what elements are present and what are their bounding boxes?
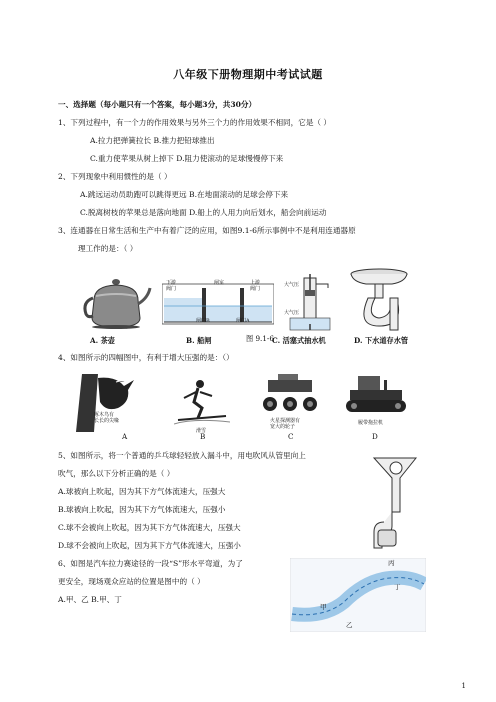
q3-stem: 3、连通器在日常生活和生产中有着广泛的应用，如图9.1-6所示事例中不是利用连通器原 bbox=[58, 226, 356, 235]
pump-label-pressure-1: 大气压 bbox=[284, 282, 300, 288]
q4-letter-c: C bbox=[288, 432, 294, 441]
lock-label-chamber: 闸室 bbox=[214, 280, 225, 286]
q5-stem: 5、如图所示，将一个普通的乒乓球轻轻放入漏斗中，用电吹风从管里向上 bbox=[58, 451, 306, 460]
lock-label-gate-a: 闸门A bbox=[236, 318, 250, 324]
q4-letter-b: B bbox=[200, 432, 206, 441]
q1-options-ab: A.拉力把弹簧拉长 B.推力把铅球推出 bbox=[90, 136, 215, 145]
pump-label-pressure-2: 大气压 bbox=[284, 310, 300, 316]
rover-label-1: 火星探测器有 bbox=[270, 418, 301, 424]
lock-label-downstream: 下游 bbox=[166, 280, 177, 286]
q3-caption-a: A. 茶壶 bbox=[90, 336, 115, 345]
page-title: 八年级下册物理期中考试试题 bbox=[173, 68, 323, 81]
q2-stem: 2、下列现象中利用惯性的是（ ） bbox=[58, 172, 172, 181]
tractor-label: 履带拖拉机 bbox=[358, 420, 384, 426]
q1-options-cd: C.重力使苹果从树上掉下 D.阻力使滚动的足球慢慢停下来 bbox=[90, 154, 284, 163]
q4-letter-a: A bbox=[122, 432, 128, 441]
track-label-jia: 甲 bbox=[320, 603, 327, 611]
skier-figure bbox=[174, 378, 230, 426]
q4-stem: 4、如图所示的四幅图中，有利于增大压强的是：（） bbox=[58, 353, 234, 362]
skier-label: 滑雪 bbox=[196, 428, 207, 434]
q4-letter-d: D bbox=[372, 432, 378, 441]
funnel-ball-figure bbox=[372, 452, 422, 550]
teapot-figure bbox=[80, 272, 152, 332]
q6-stem: 6、如图是汽车拉力赛途径的一段“S”形水平弯道，为了 bbox=[58, 559, 243, 568]
section-heading: 一、选择题（每小题只有一个答案，每小题3分，共30分） bbox=[58, 100, 257, 109]
q6-stem-cont: 更安全，现场观众应站的位置是图中的（ ） bbox=[58, 577, 205, 586]
lock-label-valve1: 阀门 bbox=[166, 286, 177, 292]
tractor-figure bbox=[344, 374, 408, 416]
q5-option-a: A.球被向上吹起，因为其下方气体流速大，压强大 bbox=[58, 487, 226, 496]
woodpecker-figure bbox=[76, 372, 146, 434]
q2-options-ab: A.跳远运动员助跑可以跳得更远 B.在地面滚动的足球会停下来 bbox=[80, 190, 289, 199]
s-curve-track-figure bbox=[290, 558, 426, 632]
q5-option-c: C.球不会被向上吹起，因为其下方气体流速大，压强大 bbox=[58, 523, 241, 532]
track-label-ding: 丁 bbox=[394, 583, 401, 591]
lock-label-upstream: 上游 bbox=[250, 280, 261, 286]
q3-caption-d: D. 下水道存水管 bbox=[354, 336, 409, 345]
drain-trap-figure bbox=[346, 268, 412, 332]
q3-figure-label: 图 9.1-6 bbox=[246, 334, 274, 343]
page-number: 1 bbox=[461, 682, 466, 690]
q3-caption-b: B. 船闸 bbox=[186, 336, 212, 345]
lock-label-gate-b: 闸门B bbox=[196, 318, 210, 324]
q3-caption-c: C. 活塞式抽水机 bbox=[272, 336, 326, 345]
q2-options-cd: C.脱离树枝的苹果总是落向地面 D.船上的人用力向后划水，船会向前运动 bbox=[80, 208, 327, 217]
q6-options-ab: A.甲、乙 B.甲、丁 bbox=[58, 595, 122, 604]
track-label-yi: 乙 bbox=[346, 621, 353, 629]
q5-option-d: D.球不会被向上吹起，因为其下方气体流速大，压强小 bbox=[58, 541, 241, 550]
q5-option-b: B.球被向上吹起，因为其下方气体流速大，压强小 bbox=[58, 505, 226, 514]
rover-label-2: 宽大的轮子 bbox=[270, 424, 296, 430]
woodpecker-label-2: 长长的尖喙 bbox=[94, 418, 120, 424]
woodpecker-label-1: 啄木鸟有 bbox=[94, 412, 115, 418]
mars-rover-figure bbox=[258, 374, 322, 416]
q1-stem: 1、下列过程中，有一个力的作用效果与另外三个力的作用效果不相同，它是（ ） bbox=[58, 118, 332, 127]
q5-stem-cont: 吹气，那么以下分析正确的是（ ） bbox=[58, 469, 175, 478]
lock-label-valve2: 阀门 bbox=[250, 286, 261, 292]
q3-stem-cont: 理工作的是：（ ） bbox=[78, 244, 138, 253]
track-label-bing: 丙 bbox=[388, 559, 395, 567]
